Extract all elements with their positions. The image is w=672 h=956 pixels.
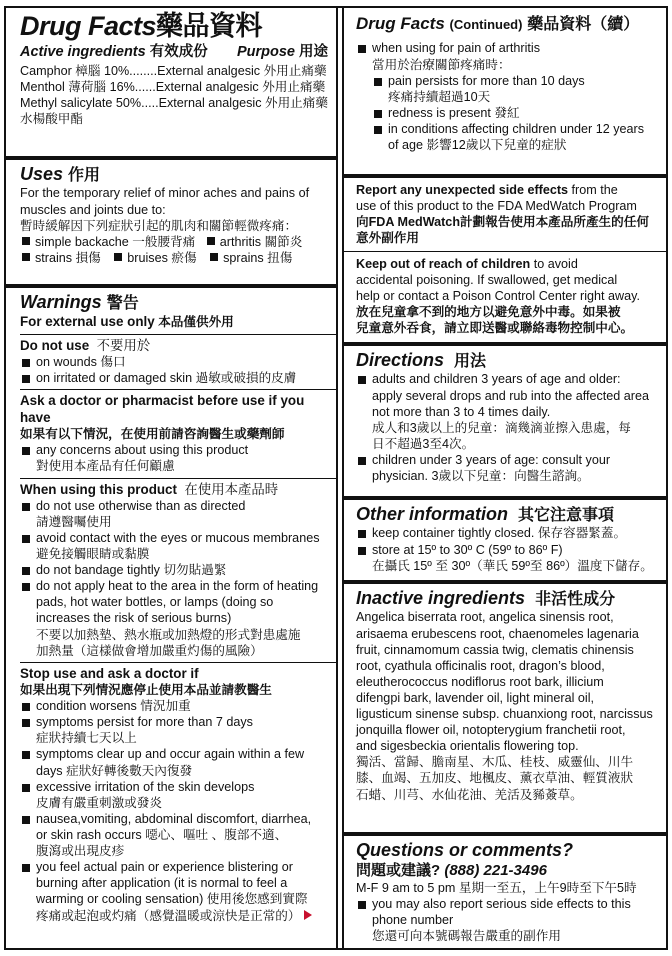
ingredient-row: Methyl salicylate 50%.....External analgesic 外用止痛藥 — [20, 96, 328, 111]
continue-arrow-icon — [304, 910, 312, 920]
list-item-text: 成人和3歲以上的兒童：滴幾滴並擦入患處，每 — [372, 420, 631, 435]
report-section — [344, 178, 666, 252]
ask-doctor-heading: Ask a doctor or pharmacist before use if you have — [20, 392, 305, 426]
report-line — [356, 182, 660, 198]
drug-facts-label — [4, 6, 668, 950]
list-item-text: days 症狀好轉後數天內復發 — [36, 763, 193, 778]
ask-doctor-block — [20, 390, 336, 479]
directions-section — [344, 346, 666, 500]
list-item-text: apply several drops and rub into the affected area — [372, 388, 650, 403]
list-item: on wounds 傷口 — [20, 354, 336, 370]
keep-out-section — [344, 252, 666, 346]
inactive-line: 石蜡、川芎、水仙花油、羌活及豨薟草。 — [356, 787, 583, 802]
purpose-col-label-cn: 用途 — [299, 44, 328, 61]
keep-out-text: to avoid — [530, 257, 578, 271]
report-text-cn: 向FDA MedWatch計劃報告使用本產品所產生的任何 — [356, 215, 649, 230]
uses-title-cn: 作用 — [68, 167, 101, 184]
list-item-text: of age 影響12歲以下兒童的症狀 — [388, 138, 567, 153]
list-item-text: 加熱量（這樣做會增加嚴重灼傷的風險） — [36, 643, 263, 658]
list-item-text: 疼痛持續超過10天 — [388, 89, 491, 104]
keep-out-text-cn: 兒童意外吞食，請立即送醫或聯絡毒物控制中心。 — [356, 321, 634, 336]
uses-section — [6, 160, 336, 288]
list-item-text: pain persists for more than 10 days — [388, 73, 585, 88]
list-item-text: 腹瀉或出現皮疹 — [36, 844, 125, 859]
list-item-text: you feel actual pain or experience blistering or — [36, 860, 293, 875]
ingredient-row: 水楊酸甲酯 — [20, 112, 83, 127]
list-item-text: 症狀持續七天以上 — [36, 731, 137, 746]
list-item — [20, 811, 336, 859]
list-item: redness is present 發紅 — [372, 105, 660, 121]
list-item: keep container tightly closed. 保存容器緊蓋。 — [356, 525, 660, 541]
hours-text: M-F 9 am to 5 pm 星期一至五，上午9時至下午5時 — [356, 880, 637, 895]
list-item-text: pads, hot water bottles, or lamps (doing so — [36, 595, 274, 610]
inactive-line: root, cyathula officinalis root, dragon’s blood, — [356, 658, 605, 673]
bullet-icon — [210, 253, 218, 261]
bullet-icon — [22, 253, 30, 261]
list-item-text: store at 15º to 30º C (59º to 86º F) — [372, 542, 563, 557]
inactive-line: and sigesbeckia orientalis flowering top. — [356, 739, 579, 754]
list-item-text: 不要以加熱墊、熱水瓶或加熱燈的形式對患處施 — [36, 627, 301, 642]
right-column — [342, 8, 666, 948]
list-item — [356, 896, 660, 944]
list-item — [356, 542, 660, 574]
list-item-text: adults and children 3 years of age and older: — [372, 372, 621, 387]
left-column — [6, 8, 338, 948]
inactive-line: 膝、血竭、五加皮、地楓皮、薰衣草油、輕質液狀 — [356, 771, 634, 786]
list-item-text: 您還可向本號碼報告嚴重的副作用 — [372, 929, 561, 944]
drug-facts-title-cn: 藥品資料 — [156, 11, 263, 41]
uses-item: arthritis 關節炎 — [219, 234, 303, 249]
continued-title-cn: 藥品資料（續） — [527, 16, 640, 33]
other-info-section — [344, 500, 666, 584]
list-item: do not bandage tightly 切勿貼過緊 — [20, 562, 336, 578]
list-item — [20, 714, 336, 746]
list-item-text: warming or cooling sensation) 使用後您感到實際 — [36, 892, 308, 907]
inactive-section — [344, 584, 666, 836]
bullet-icon — [22, 237, 30, 245]
bullet-icon — [207, 237, 215, 245]
list-item-text: you may also report serious side effects to this — [372, 896, 631, 911]
uses-text: muscles and joints due to: — [20, 202, 166, 217]
warnings-title-cn: 警告 — [106, 295, 139, 312]
inactive-line: ligusticum sinense subsp. chuanxiong root, narcissus — [356, 707, 653, 722]
list-item — [20, 859, 336, 923]
inactive-line: arisaema erubescens root, chaenomeles lagenaria — [356, 626, 639, 641]
continued-label: (Continued) — [449, 17, 523, 32]
list-item-text: 對使用本產品有任何顧慮 — [36, 459, 175, 474]
purpose-col-label: Purpose — [236, 44, 295, 61]
uses-items-row — [20, 234, 328, 250]
external-use-line — [20, 313, 336, 334]
uses-title: Uses 作用 — [20, 164, 101, 184]
list-item — [20, 498, 336, 530]
directions-title: Directions 用法 — [356, 350, 487, 370]
inactive-title-cn: 非活性成分 — [535, 591, 616, 608]
list-item: condition worsens 情況加重 — [20, 698, 336, 714]
list-item — [372, 73, 660, 105]
list-item-text: 日不超過3至4次。 — [372, 436, 475, 451]
list-item — [372, 121, 660, 153]
active-header — [20, 43, 328, 62]
report-text: from the — [568, 183, 618, 197]
list-item-text: avoid contact with the eyes or mucous membranes — [36, 530, 320, 545]
list-item-text: 請遵醫囑使用 — [36, 514, 112, 529]
questions-section — [344, 836, 666, 948]
do-not-use-block — [20, 335, 336, 390]
list-item — [20, 578, 336, 659]
keep-out-text-cn: 放在兒童拿不到的地方以避免意外中毒。如果被 — [356, 305, 621, 320]
list-item-text: children under 3 years of age: consult your — [372, 452, 611, 467]
list-item — [20, 746, 336, 778]
drug-facts-title: Drug Facts藥品資料 — [20, 11, 263, 41]
list-item-text: nausea,vomiting, abdominal discomfort, diarrhea, — [36, 811, 312, 826]
list-item: on irritated or damaged skin 過敏或破損的皮膚 — [20, 370, 336, 386]
list-item-text: physician. 3歲以下兒童：向醫生諮詢。 — [372, 469, 590, 484]
list-item-text: symptoms persist for more than 7 days — [36, 715, 253, 730]
list-item-text — [36, 908, 336, 924]
report-text-cn: 意外副作用 — [356, 231, 419, 246]
list-item-text: do not use otherwise than as directed — [36, 498, 246, 513]
list-item-text: excessive irritation of the skin develops — [36, 779, 255, 794]
continued-title: Drug Facts (Continued) 藥品資料（續） — [356, 14, 640, 33]
list-item — [20, 442, 336, 474]
inactive-title: Inactive ingredients 非活性成分 — [356, 588, 616, 608]
stop-use-block — [20, 663, 336, 927]
external-use-text: For external use only — [20, 314, 155, 330]
list-item-text: 當用於治療關節疼痛時： — [372, 57, 511, 72]
list-item — [356, 40, 660, 153]
bullet-icon — [114, 253, 122, 261]
list-item-text: do not apply heat to the area in the form of heating — [36, 579, 319, 594]
uses-item: simple backache 一般腰背痛 — [35, 234, 196, 249]
inactive-line: difengpi bark, lavender oil, light mineral oil, — [356, 690, 595, 705]
questions-phone-line — [356, 861, 660, 880]
other-info-title-cn: 其它注意事項 — [518, 507, 615, 524]
stop-use-heading: Stop use and ask a doctor if — [20, 665, 199, 681]
when-using-heading: When using this product 在使用本產品時 — [20, 481, 279, 497]
other-info-title: Other information 其它注意事項 — [356, 504, 615, 524]
active-col-label: Active ingredients — [20, 44, 146, 61]
keep-out-text: help or contact a Poison Control Center right away. — [356, 289, 640, 304]
list-item — [20, 530, 336, 562]
inactive-line: Angelica biserrata root, angelica sinensis root, — [356, 610, 614, 625]
uses-items-row — [20, 250, 328, 266]
warnings-section — [6, 288, 336, 948]
inactive-line: 獨活、當歸、膽南星、木瓜、桂枝、威靈仙、川牛 — [356, 755, 634, 770]
stop-use-heading-cn: 如果出現下列情況應停止使用本品並請教醫生 — [20, 682, 272, 697]
inactive-line: fruit, cinnamomum cassia twig, clematis chinensis — [356, 642, 634, 657]
list-item-text: any concerns about using this product — [36, 443, 249, 458]
uses-item: strains 損傷 — [35, 250, 101, 265]
ingredient-row: Menthol 薄荷腦 16%......External analgesic 外用止痛藥 — [20, 80, 326, 94]
list-item-text-cn: 疼痛或起泡或灼痛（感覺溫暖或涼快是正常的） — [36, 908, 301, 923]
list-item-text: when using for pain of arthritis — [372, 41, 541, 56]
ask-doctor-heading-cn: 如果有以下情況，在使用前請咨詢醫生或藥劑師 — [20, 427, 285, 442]
active-col-label-cn: 有效成份 — [149, 44, 208, 61]
list-item-text: in conditions affecting children under 12 years — [388, 121, 645, 136]
questions-title-cn: 問題或建議? — [356, 861, 441, 879]
warnings-title: Warnings 警告 — [20, 292, 139, 312]
list-item — [356, 371, 660, 452]
uses-item: sprains 扭傷 — [223, 250, 293, 265]
when-using-heading-cn: 在使用本產品時 — [184, 481, 279, 497]
directions-title-cn: 用法 — [454, 353, 487, 370]
when-using-block — [20, 479, 336, 663]
continued-section — [344, 8, 666, 178]
list-item-text: 皮膚有嚴重刺激或發炎 — [36, 795, 162, 810]
uses-item: bruises 瘀傷 — [127, 250, 197, 265]
list-item-text: not more than 3 to 4 times daily. — [372, 404, 551, 419]
ingredient-row: Camphor 樟腦 10%........External analgesic 外用止痛藥 — [20, 63, 327, 78]
report-text: use of this product to the FDA MedWatch Program — [356, 199, 637, 214]
active-ingredients-section — [6, 8, 336, 160]
phone-number: (888) 221-3496 — [444, 861, 547, 879]
list-item-text: phone number — [372, 913, 454, 928]
list-item-text: increases the risk of serious burns) — [36, 611, 232, 626]
list-item-text: symptoms clear up and occur again within a few — [36, 747, 305, 762]
do-not-use-heading-cn: 不要用於 — [96, 337, 151, 353]
list-item-text: or skin rash occurs 噁心、嘔吐 、腹部不適、 — [36, 827, 288, 842]
list-item-text: 避免接觸眼睛或黏膜 — [36, 547, 150, 562]
list-item-text: 在攝氏 15º 至 30º（華氏 59º至 86º）溫度下儲存。 — [372, 558, 653, 573]
questions-title: Questions or comments? — [356, 840, 574, 860]
inactive-line: eleutherococcus nodiflorus root bark, illicium — [356, 674, 604, 689]
list-item — [356, 452, 660, 484]
do-not-use-heading: Do not use 不要用於 — [20, 337, 151, 353]
list-item — [20, 779, 336, 811]
uses-text: For the temporary relief of minor aches and pains of — [20, 186, 310, 201]
list-item-text: burning after application (it is normal to feel a — [36, 876, 288, 891]
external-use-text-cn: 本品僅供外用 — [158, 315, 234, 330]
keep-out-line — [356, 256, 660, 272]
keep-out-text: accidental poisoning. If swallowed, get medical — [356, 273, 618, 288]
report-heading: Report any unexpected side effects — [356, 183, 569, 197]
uses-text-cn: 暫時緩解因下列症狀引起的肌肉和關節輕微疼痛： — [20, 218, 298, 233]
keep-out-heading: Keep out of reach of children — [356, 257, 531, 271]
inactive-line: jonquilla flower oil, notopterygium franchetii root, — [356, 723, 626, 738]
